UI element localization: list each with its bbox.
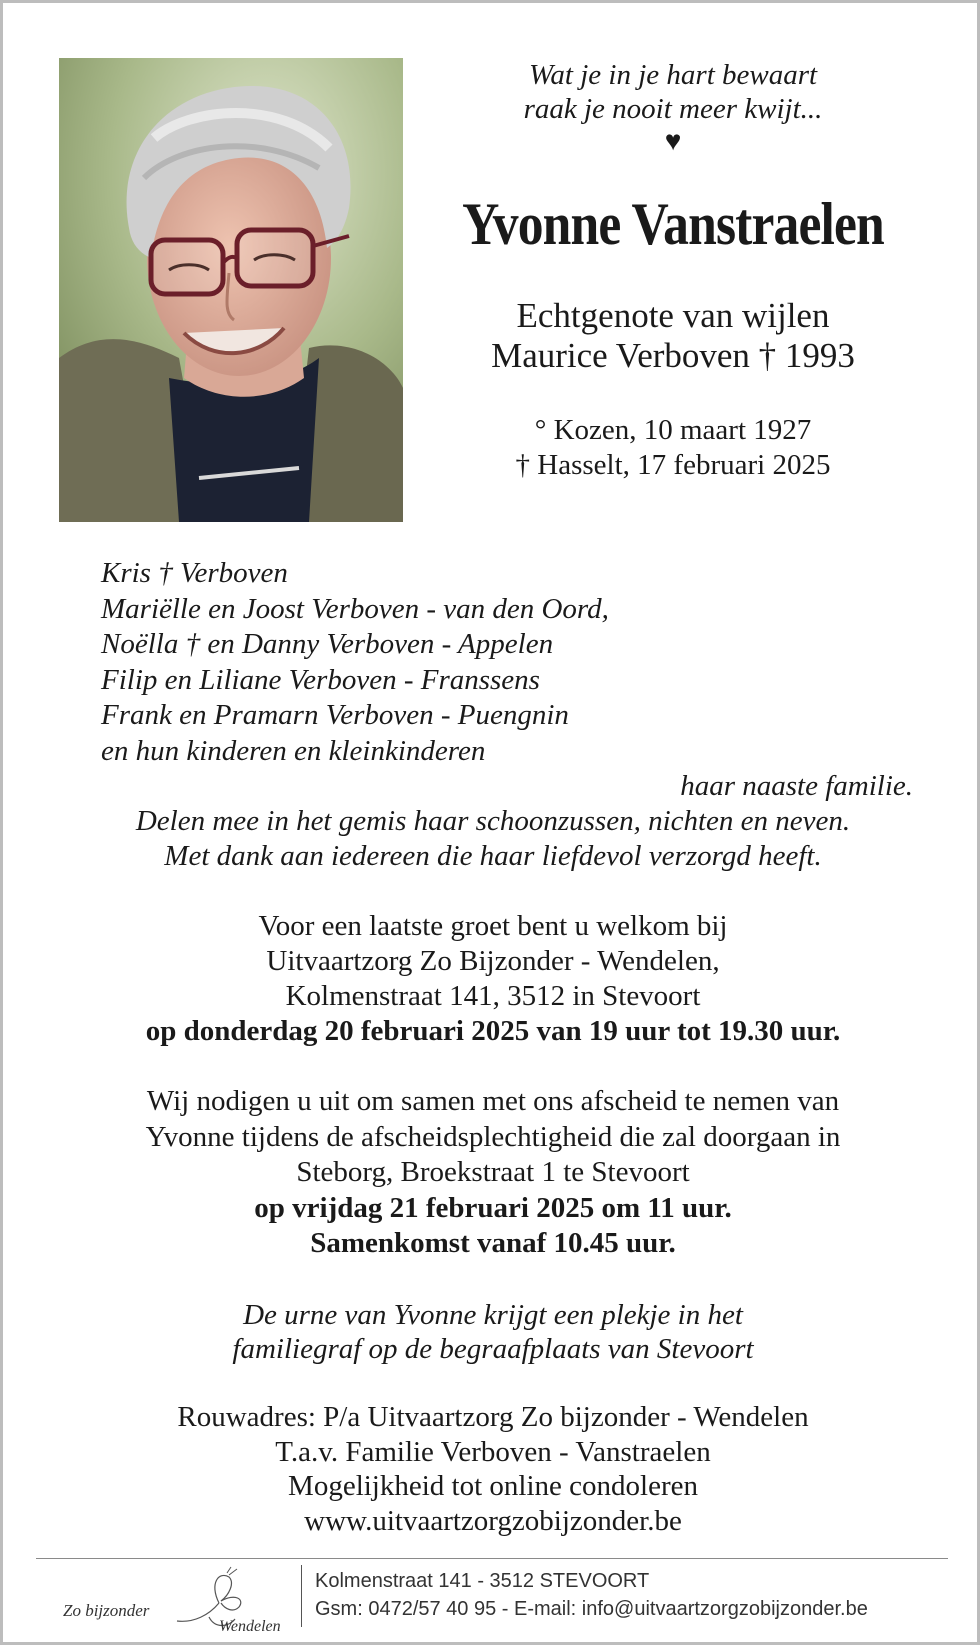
logo-text: Zo bijzonder [63,1601,150,1620]
family-line: Kris † Verboven [101,557,288,589]
spouse-line: Maurice Verboven † 1993 [491,336,855,375]
gathering-time: Samenkomst vanaf 10.45 uur. [310,1227,676,1259]
ceremony-line: Steborg, Broekstraat 1 te Stevoort [296,1156,690,1188]
logo-subtext: Wendelen [219,1618,281,1635]
footer-divider [36,1558,948,1559]
birth-date: ° Kozen, 10 maart 1927 [534,414,812,446]
urn-line: familiegraf op de begraafplaats van Stevoort [232,1333,754,1365]
ceremony-info [43,1084,943,1262]
share-message [43,804,943,874]
family-line: Mariëlle en Joost Verboven - van den Oord, [101,592,609,625]
address-line: Rouwadres: P/a Uitvaartzorg Zo bijzonder - Wendelen [177,1401,809,1433]
contact-info [315,1567,955,1623]
family-list [101,556,921,770]
viewing-info [43,909,943,1049]
mourning-address [43,1400,943,1538]
condolence-website-link[interactable]: www.uitvaartzorgzobijzonder.be [304,1504,682,1537]
footer-separator [301,1565,302,1627]
share-line: Met dank aan iedereen die haar liefdevol verzorgd heeft. [164,840,822,872]
family-line: Frank en Pramarn Verboven - Puengnin [101,699,569,732]
address-line: T.a.v. Familie Verboven - Vanstraelen [275,1435,711,1468]
quote-line: Wat je in je hart bewaart [528,59,818,91]
family-line: Noëlla † en Danny Verboven - Appelen [101,628,554,661]
share-line: Delen mee in het gemis haar schoonzussen, nichten en neven. [135,805,851,837]
heart-icon: ♥ [664,126,682,157]
ceremony-line: Yvonne tijdens de afscheidsplechtigheid die zal doorgaan in [145,1120,841,1153]
viewing-line: Voor een laatste groet bent u welkom bij [258,910,728,942]
family-closing: haar naaste familie. [680,770,913,802]
quote-line: raak je nooit meer kwijt... [523,93,823,125]
quote [403,58,943,126]
portrait-photo [59,58,403,522]
death-date: † Hasselt, 17 februari 2025 [515,449,831,481]
portrait-illustration [59,58,403,522]
contact-phone-email[interactable]: Gsm: 0472/57 40 95 - E-mail: info@uitvaartzorgzobijzonder.be [315,1598,868,1620]
funeral-home-logo [59,1563,299,1635]
address-line: Mogelijkheid tot online condoleren [288,1470,698,1502]
spouse-line: Echtgenote van wijlen [516,296,830,335]
ceremony-line: Wij nodigen u uit om samen met ons afscheid te nemen van [146,1085,840,1117]
viewing-line: Kolmenstraat 141, 3512 in Stevoort [285,980,701,1012]
family-line: en hun kinderen en kleinkinderen [101,734,486,767]
ceremony-time: op vrijdag 21 februari 2025 om 11 uur. [254,1191,732,1224]
urn-line: De urne van Yvonne krijgt een plekje in het [243,1299,743,1331]
contact-address: Kolmenstraat 141 - 3512 STEVOORT [315,1570,650,1592]
life-dates [403,413,943,483]
spouse-info [403,296,943,376]
family-line: Filip en Liliane Verboven - Franssens [101,663,540,696]
deceased-name: Yvonne Vanstraelen [462,191,884,257]
viewing-time: op donderdag 20 februari 2025 van 19 uur tot 19.30 uur. [145,1015,841,1047]
viewing-line: Uitvaartzorg Zo Bijzonder - Wendelen, [266,945,720,977]
urn-info [43,1298,943,1366]
